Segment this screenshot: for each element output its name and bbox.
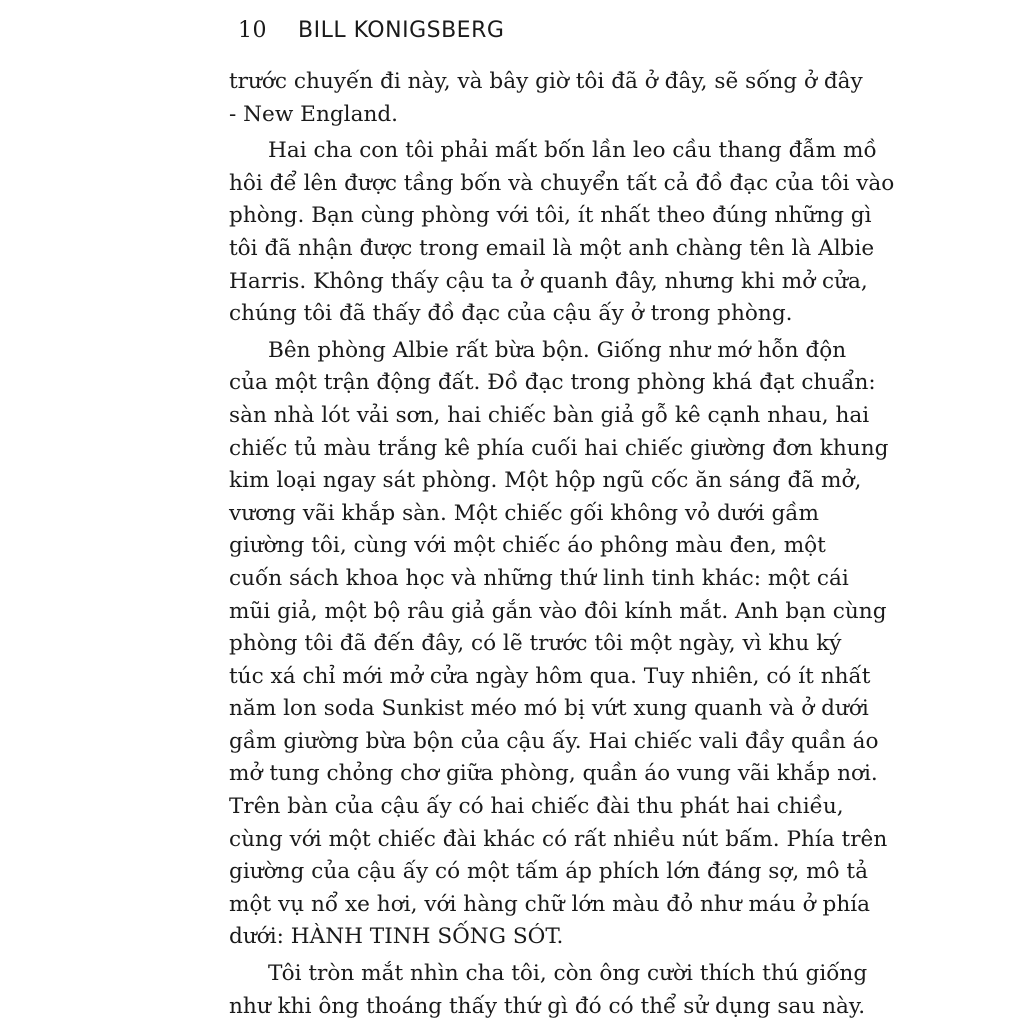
text-line: trước chuyến đi này, và bây giờ tôi đã ở đây, sẽ sống ở đây: [229, 69, 863, 94]
running-header: [238, 18, 504, 43]
text-line: kim loại ngay sát phòng. Một hộp ngũ cốc ăn sáng đã mở,: [229, 468, 862, 494]
text-line: mở tung chỏng chơ giữa phòng, quần áo vung vãi khắp nơi.: [229, 761, 878, 787]
paragraph: [229, 958, 868, 1023]
text-line: của một trận động đất. Đồ đạc trong phòng khá đạt chuẩn:: [229, 370, 876, 396]
paragraph: [229, 335, 889, 954]
text-line: Harris. Không thấy cậu ta ở quanh đây, nhưng khi mở cửa,: [229, 268, 868, 294]
paragraph: [229, 135, 895, 331]
body-text: [229, 66, 895, 1023]
text-line: năm lon soda Sunkist méo mó bị vứt xung quanh và ở dưới: [229, 696, 869, 722]
text-line: cuốn sách khoa học và những thứ linh tinh khác: một cái: [229, 565, 849, 591]
text-line: tôi đã nhận được trong email là một anh chàng tên là Albie: [229, 235, 875, 261]
paragraph: [229, 66, 863, 131]
text-line: như khi ông thoáng thấy thứ gì đó có thể sử dụng sau này.: [229, 993, 866, 1019]
page-number: 10: [238, 18, 267, 43]
text-line: giường của cậu ấy có một tấm áp phích lớn đáng sợ, mô tả: [229, 859, 868, 885]
text-line: Trên bàn của cậu ấy có hai chiếc đài thu phát hai chiều,: [229, 794, 844, 820]
text-line: một vụ nổ xe hơi, với hàng chữ lớn màu đỏ như máu ở phía: [229, 891, 871, 917]
text-line: chiếc tủ màu trắng kê phía cuối hai chiếc giường đơn khung: [229, 435, 889, 461]
text-line: chúng tôi đã thấy đồ đạc của cậu ấy ở trong phòng.: [229, 301, 793, 327]
text-line: sàn nhà lót vải sơn, hai chiếc bàn giả gỗ kê cạnh nhau, hai: [229, 402, 870, 428]
text-line: túc xá chỉ mới mở cửa ngày hôm qua. Tuy nhiên, có ít nhất: [229, 663, 871, 689]
text-line: vương vãi khắp sàn. Một chiếc gối không vỏ dưới gầm: [229, 500, 819, 526]
text-line: - New England.: [229, 101, 399, 127]
text-line: mũi giả, một bộ râu giả gắn vào đôi kính mắt. Anh bạn cùng: [229, 598, 887, 624]
text-line: gầm giường bừa bộn của cậu ấy. Hai chiếc vali đầy quần áo: [229, 728, 879, 754]
text-line: Bên phòng Albie rất bừa bộn. Giống như mớ hỗn độn: [268, 337, 847, 363]
author-name: BILL KONIGSBERG: [298, 18, 505, 43]
text-line: phòng tôi đã đến đây, có lẽ trước tôi một ngày, vì khu ký: [229, 631, 842, 657]
text-line: cùng với một chiếc đài khác có rất nhiều nút bấm. Phía trên: [229, 826, 888, 852]
text-line: dưới: HÀNH TINH SỐNG SÓT.: [229, 924, 564, 950]
text-line: hôi để lên được tầng bốn và chuyển tất cả đồ đạc của tôi vào: [229, 170, 895, 196]
text-line: Tôi tròn mắt nhìn cha tôi, còn ông cười thích thú giống: [268, 961, 868, 987]
text-line: giường tôi, cùng với một chiếc áo phông màu đen, một: [229, 533, 826, 559]
text-line: phòng. Bạn cùng phòng với tôi, ít nhất theo đúng những gì: [229, 203, 872, 229]
text-line: Hai cha con tôi phải mất bốn lần leo cầu thang đẫm mồ: [268, 138, 877, 164]
